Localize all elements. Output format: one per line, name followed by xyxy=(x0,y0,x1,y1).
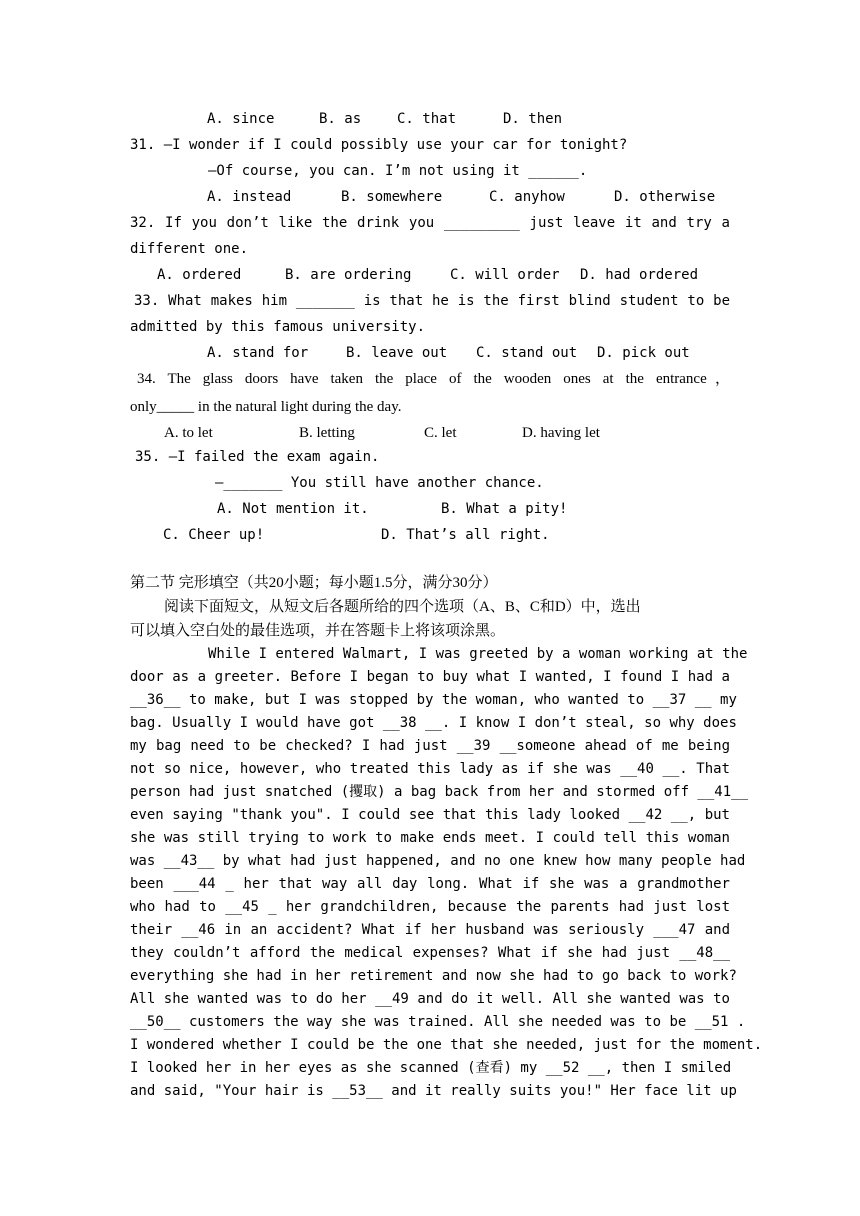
passage-line: All she wanted was to do her __49 and do it well. All she wanted was to xyxy=(130,991,730,1007)
q34-option-c: C. let xyxy=(424,425,457,441)
passage-line: they couldn’t afford the medical expenses? What if she had just __48__ xyxy=(130,945,730,961)
q32-option-a: A. ordered xyxy=(157,267,242,283)
q30-option-a: A. since xyxy=(207,111,275,127)
q34-stem-line-1: 34. The glass doors have taken the place of the wooden ones at the entrance， xyxy=(137,371,730,387)
q35-stem: 35. —I failed the exam again. xyxy=(135,449,380,465)
q34-option-b: B. letting xyxy=(299,425,355,441)
passage-line: I wondered whether I could be the one that she needed, just for the moment. xyxy=(130,1037,763,1053)
passage-line: who had to __45 _ her grandchildren, because the parents had just lost xyxy=(130,899,730,915)
passage-line: and said, "Your hair is __53__ and it really suits you!" Her face lit up xyxy=(130,1083,737,1099)
q35-option-d: D. That’s all right. xyxy=(381,527,550,543)
q34-stem-line-2: only_____ in the natural light during the day. xyxy=(130,399,402,415)
q33-option-d: D. pick out xyxy=(597,345,690,361)
q35-reply: —_______ You still have another chance. xyxy=(215,475,544,491)
passage-line: been ___44 _ her that way all day long. What if she was a grandmother xyxy=(130,876,730,892)
q31-option-c: C. anyhow xyxy=(489,189,565,205)
q31-stem: 31. —I wonder if I could possibly use your car for tonight? xyxy=(130,137,628,153)
q30-option-c: C. that xyxy=(397,111,457,127)
passage-line: __50__ customers the way she was trained. All she needed was to be __51 . xyxy=(130,1014,746,1030)
passage-line: While I entered Walmart, I was greeted by a woman working at the xyxy=(208,646,748,662)
passage-line: bag. Usually I would have got __38 __. I know I don’t steal, so why does xyxy=(130,715,737,731)
passage-line: their __46 in an accident? What if her husband was seriously ___47 and xyxy=(130,922,730,938)
q33-option-c: C. stand out xyxy=(476,345,578,361)
q34-option-d: D. having let xyxy=(522,425,600,441)
q33-option-a: A. stand for xyxy=(207,345,309,361)
q33-option-b: B. leave out xyxy=(346,345,448,361)
passage-line: __36__ to make, but I was stopped by the woman, who wanted to __37 __ my xyxy=(130,692,737,708)
passage-line: I looked her in her eyes as she scanned (查看) my __52 __, then I smiled xyxy=(130,1060,732,1076)
section-2-instruction-line-2: 可以填入空白处的最佳选项，并在答题卡上将该项涂黑。 xyxy=(130,623,506,639)
passage-line: not so nice, however, who treated this lady as if she was __40 __. That xyxy=(130,761,730,777)
q32-option-c: C. will order xyxy=(450,267,560,283)
q32-option-b: B. are ordering xyxy=(285,267,412,283)
passage-line: she was still trying to work to make ends meet. I could tell this woman xyxy=(130,830,730,846)
passage-line: door as a greeter. Before I began to buy what I wanted, I found I had a xyxy=(130,669,730,685)
q30-option-d: D. then xyxy=(503,111,563,127)
passage-line: my bag need to be checked? I had just __39 __someone ahead of me being xyxy=(130,738,730,754)
q32-stem-line-2: different one. xyxy=(130,241,249,257)
q35-option-c: C. Cheer up! xyxy=(163,527,265,543)
q32-option-d: D. had ordered xyxy=(580,267,699,283)
q35-option-a: A. Not mention it. xyxy=(217,501,369,517)
q33-stem-line-2: admitted by this famous university. xyxy=(130,319,426,335)
q31-option-a: A. instead xyxy=(207,189,292,205)
passage-line: was __43__ by what had just happened, and no one knew how many people had xyxy=(130,853,746,869)
passage-line: person had just snatched (攫取) a bag back from her and stormed off __41__ xyxy=(130,784,749,800)
q33-stem-line-1: 33. What makes him _______ is that he is the first blind student to be xyxy=(134,293,730,309)
q30-option-b: B. as xyxy=(319,111,362,127)
passage-line: even saying "thank you". I could see that this lady looked __42 __, but xyxy=(130,807,730,823)
q35-option-b: B. What a pity! xyxy=(441,501,568,517)
section-2-heading: 第二节 完形填空（共20小题；每小题1.5分，满分30分） xyxy=(130,575,498,591)
q31-option-b: B. somewhere xyxy=(341,189,443,205)
q34-option-a: A. to let xyxy=(164,425,213,441)
q31-reply: —Of course, you can. I’m not using it ______. xyxy=(208,163,588,179)
passage-line: everything she had in her retirement and now she had to go back to work? xyxy=(130,968,737,984)
q32-stem-line-1: 32. If you don’t like the drink you _________ just leave it and try a xyxy=(130,215,730,231)
q31-option-d: D. otherwise xyxy=(614,189,716,205)
section-2-instruction-line-1: 阅读下面短文，从短文后各题所给的四个选项（A、B、C和D）中，选出 xyxy=(164,599,641,615)
